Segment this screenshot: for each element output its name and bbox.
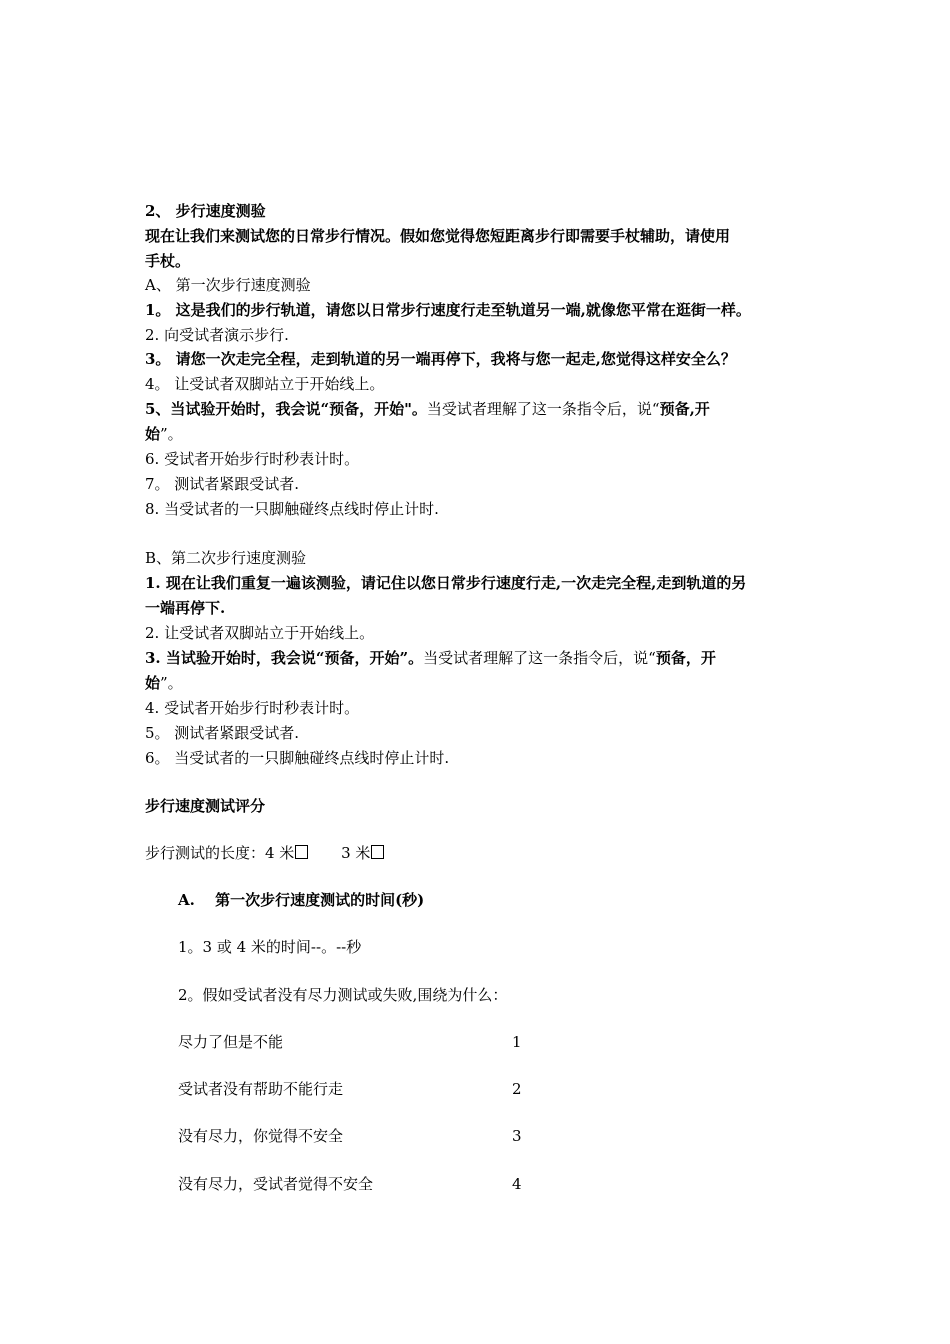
part-b-step-3-normal: 当受试者理解了这一条指令后，说“ <box>423 649 656 667</box>
part-b-step-1: 1. 现在让我们重复一遍该测验，请记住以您日常步行速度行走,一次走完全程,走到轨道的另 <box>145 574 747 592</box>
reason-label: 没有尽力，受试者觉得不安全 <box>178 1175 374 1193</box>
part-b-step-3-cont-normal: ”。 <box>160 674 183 692</box>
reason-code: 4 <box>512 1175 522 1193</box>
part-a-step-5 <box>145 397 710 421</box>
scoring-a-heading: A. 第一次步行速度测试的时间(秒) <box>178 891 425 909</box>
part-b-step-3-cont <box>145 671 183 695</box>
part-a-step-5-normal: 当受试者理解了这一条指令后，说“ <box>426 400 660 418</box>
reason-label: 没有尽力，你觉得不安全 <box>178 1127 344 1145</box>
part-a-step-5-cont-normal: ”。 <box>160 425 183 443</box>
part-b-step-4: 4. 受试者开始步行时秒表计时。 <box>145 699 360 717</box>
checkbox-3m[interactable] <box>371 845 384 859</box>
part-b-heading: B、第二次步行速度测验 <box>145 549 307 567</box>
reason-code: 1 <box>512 1033 522 1051</box>
part-b-step-1-cont: 一端再停下. <box>145 599 226 617</box>
scoring-a-item-2: 2。假如受试者没有尽力测试或失败,围绕为什么： <box>178 986 508 1004</box>
part-b-step-3-cont-bold: 始 <box>145 674 161 692</box>
intro-line-1: 现在让我们来测试您的日常步行情况。假如您觉得您短距离步行即需要手杖辅助，请使用 <box>145 227 731 245</box>
part-a-heading: A、 第一次步行速度测验 <box>145 276 311 294</box>
part-a-step-4: 4。 让受试者双脚站立于开始线上。 <box>145 375 385 393</box>
part-a-step-7: 7。 测试者紧跟受试者. <box>145 475 300 493</box>
part-a-step-1: 1。 这是我们的步行轨道，请您以日常步行速度行走至轨道另一端,就像您平常在逛街一样。 <box>145 301 751 319</box>
section-title: 2、 步行速度测验 <box>145 202 266 220</box>
reason-code: 3 <box>512 1127 522 1145</box>
scoring-a-item-1: 1。3 或 4 米的时间--。--秒 <box>178 938 362 956</box>
part-a-step-8: 8. 当受试者的一只脚触碰终点线时停止计时. <box>145 500 439 518</box>
part-a-step-5-cont <box>145 422 183 446</box>
part-b-step-3 <box>145 646 716 670</box>
part-b-step-3-bold: 3. 当试验开始时，我会说“预备，开始”。 <box>145 649 424 667</box>
reason-label: 受试者没有帮助不能行走 <box>178 1080 344 1098</box>
part-a-step-2: 2. 向受试者演示步行. <box>145 326 289 344</box>
test-length-label: 步行测试的长度：4 米 <box>145 844 295 862</box>
test-length-row <box>145 841 384 865</box>
part-a-step-5-bold: 5、当试验开始时，我会说“预备，开始"。 <box>145 400 427 418</box>
intro-line-2: 手杖。 <box>145 252 191 270</box>
checkbox-4m[interactable] <box>295 845 308 859</box>
part-b-step-3-bold-2: 预备，开 <box>655 649 716 667</box>
part-a-step-5-bold-2: 预备,开 <box>659 400 710 418</box>
reason-label: 尽力了但是不能 <box>178 1033 284 1051</box>
part-a-step-5-cont-bold: 始 <box>145 425 161 443</box>
scoring-title: 步行速度测试评分 <box>145 797 266 815</box>
part-b-step-2: 2. 让受试者双脚站立于开始线上。 <box>145 624 375 642</box>
part-a-step-6: 6. 受试者开始步行时秒表计时。 <box>145 450 360 468</box>
part-b-step-5: 5。 测试者紧跟受试者. <box>145 724 300 742</box>
test-length-option-3m: 3 米 <box>341 844 371 862</box>
reason-code: 2 <box>512 1080 522 1098</box>
part-a-step-3: 3。 请您一次走完全程，走到轨道的另一端再停下，我将与您一起走,您觉得这样安全么？ <box>145 350 736 368</box>
part-b-step-6: 6。 当受试者的一只脚触碰终点线时停止计时. <box>145 749 450 767</box>
